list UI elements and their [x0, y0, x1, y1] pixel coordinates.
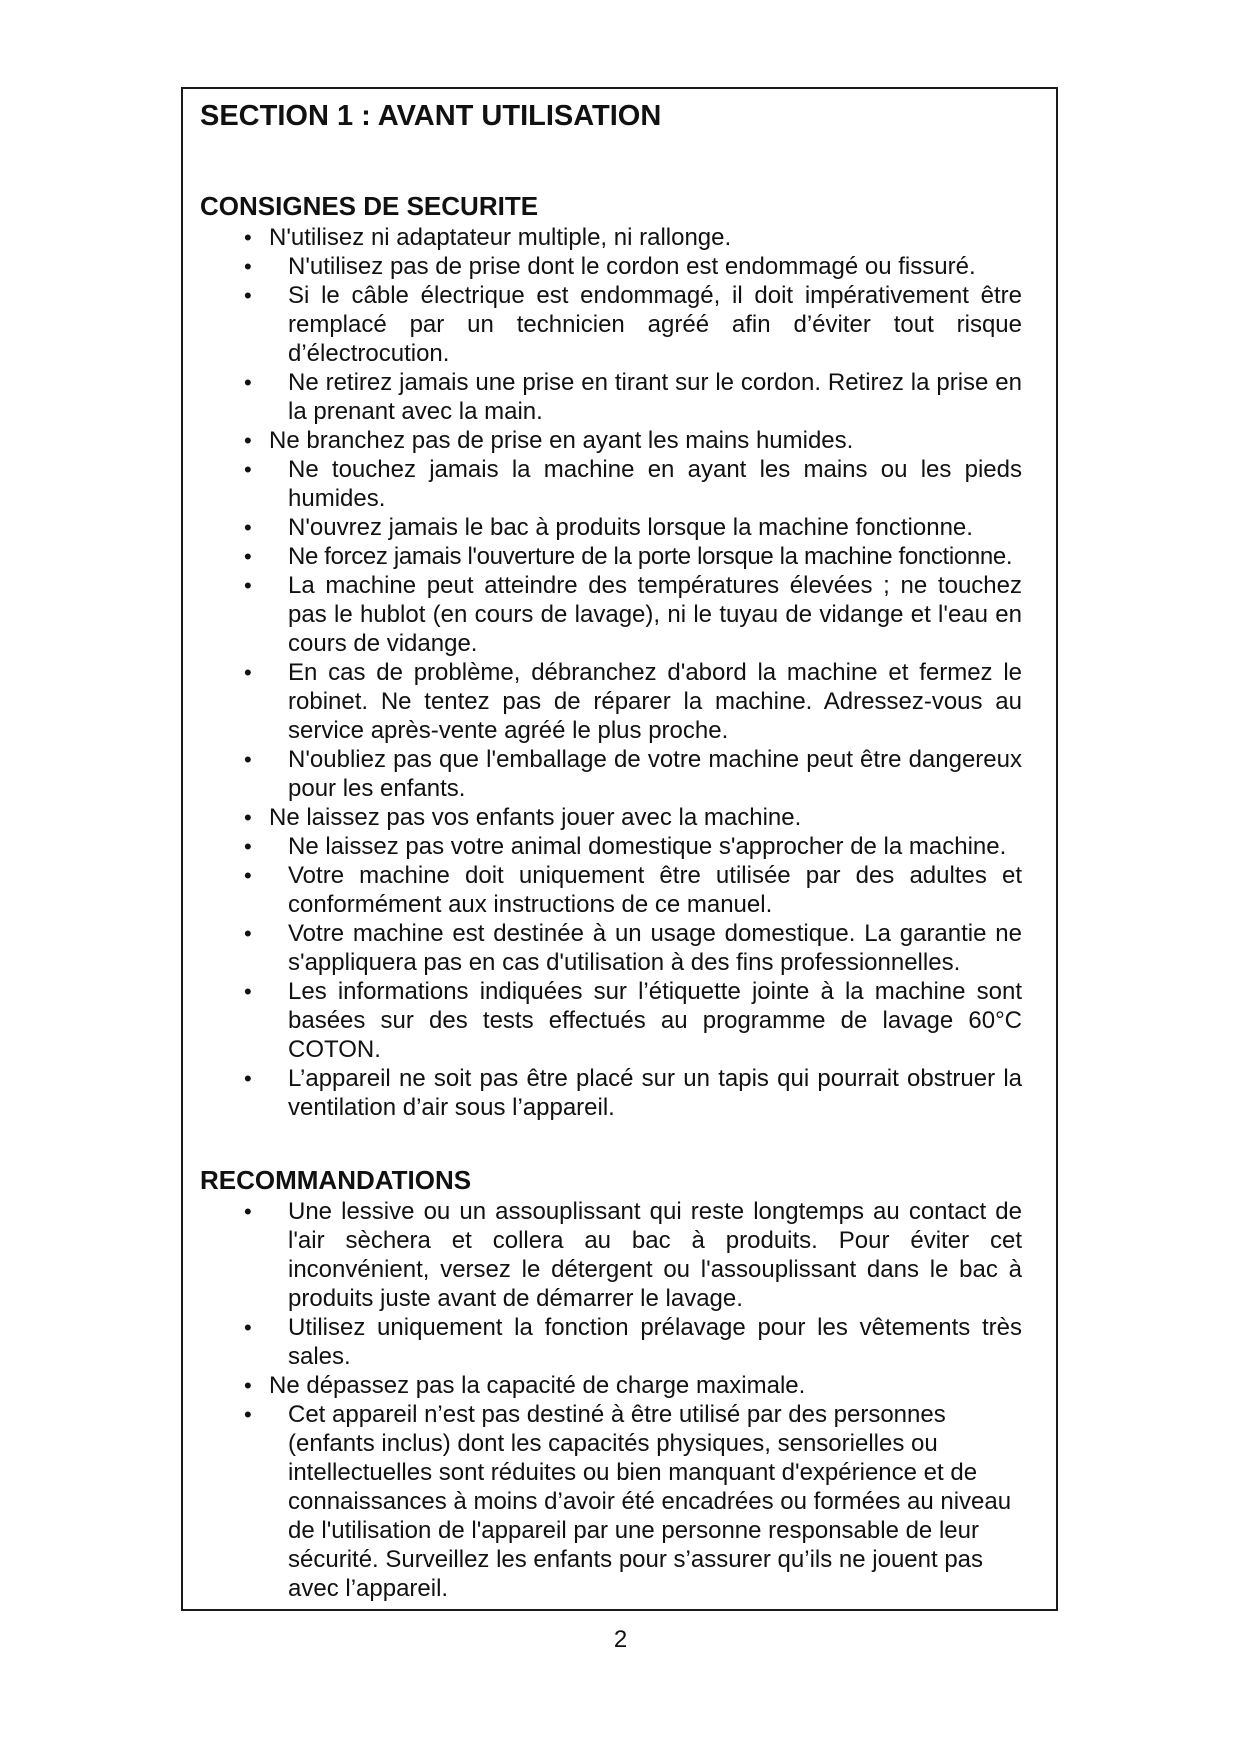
bullet-icon: • [244, 544, 252, 569]
bullet-icon: • [244, 225, 252, 250]
list-item: • N'utilisez pas de prise dont le cordon est endommagé ou fissuré. [244, 253, 976, 280]
list-item: • Ne laissez pas vos enfants jouer avec la machine. [244, 804, 802, 831]
list-item: • Ne touchez jamais la machine en ayant les mains ou les pieds humides. [244, 456, 1022, 512]
bullet-icon: • [244, 747, 252, 772]
bullet-icon: • [244, 515, 252, 540]
bullet-icon: • [244, 457, 252, 482]
list-item: • En cas de problème, débranchez d'abord la machine et fermez le robinet. Ne tentez pas de réparer la machine. Adressez-vous au service après-vente agréé le plus proche. [244, 659, 1022, 744]
bullet-icon: • [244, 428, 252, 453]
page-frame [181, 87, 1058, 1611]
bullet-icon: • [244, 834, 252, 859]
safety-title: CONSIGNES DE SECURITE [200, 191, 539, 221]
bullet-icon: • [244, 573, 252, 598]
recommendations-list [183, 1197, 1056, 1603]
list-item: • Ne forcez jamais l'ouverture de la porte lorsque la machine fonctionne. [244, 543, 1013, 570]
bullet-icon: • [244, 370, 252, 395]
list-item: • Ne laissez pas votre animal domestique s'approcher de la machine. [244, 833, 1007, 860]
list-item: • Si le câble électrique est endommagé, il doit impérativement être remplacé par un technicien agréé afin d’éviter tout risque d’électrocution. [244, 282, 1022, 367]
list-item: • N'utilisez ni adaptateur multiple, ni rallonge. [244, 224, 732, 251]
list-item: • Les informations indiquées sur l’étiquette jointe à la machine sont basées sur des tests effectués au programme de lavage 60°C COTON. [244, 978, 1022, 1063]
list-item: • Une lessive ou un assouplissant qui reste longtemps au contact de l'air sèchera et collera au bac à produits. Pour éviter cet inconvénient, versez le détergent ou l'assouplissant dans le bac à produits juste avant de démarrer le lavage. [244, 1198, 1022, 1312]
bullet-icon: • [244, 1199, 252, 1224]
bullet-icon: • [244, 1373, 252, 1398]
safety-list [183, 223, 1056, 1122]
section-title: SECTION 1 : AVANT UTILISATION [200, 100, 662, 132]
list-item: • L’appareil ne soit pas être placé sur un tapis qui pourrait obstruer la ventilation d’air sous l’appareil. [244, 1065, 1022, 1121]
list-item: • Ne retirez jamais une prise en tirant sur le cordon. Retirez la prise en la prenant avec la main. [244, 369, 1022, 425]
bullet-icon: • [244, 254, 252, 279]
bullet-icon: • [244, 979, 252, 1004]
list-item: • N'ouvrez jamais le bac à produits lorsque la machine fonctionne. [244, 514, 973, 541]
recommendations-title: RECOMMANDATIONS [200, 1165, 472, 1195]
bullet-icon: • [244, 1315, 252, 1340]
list-item: • Cet appareil n’est pas destiné à être utilisé par des personnes (enfants inclus) dont les capacités physiques, sensorielles ou intellectuelles sont réduites ou bien manquant d'expérience et de connaissances à moins d’avoir été encadrées ou formées au niveau de l'utilisation de l'appareil par une personne responsable de leur sécurité. Surveillez les enfants pour s’assurer qu’ils ne jouent pas avec l’appareil. [244, 1401, 1012, 1602]
bullet-icon: • [244, 921, 252, 946]
bullet-icon: • [244, 1402, 252, 1427]
bullet-icon: • [244, 283, 252, 308]
list-item: • Votre machine est destinée à un usage domestique. La garantie ne s'appliquera pas en cas d'utilisation à des fins professionnelles. [244, 920, 1022, 976]
list-item: • La machine peut atteindre des températures élevées ; ne touchez pas le hublot (en cours de lavage), ni le tuyau de vidange et l'eau en cours de vidange. [244, 572, 1022, 657]
bullet-icon: • [244, 660, 252, 685]
list-item: • N'oubliez pas que l'emballage de votre machine peut être dangereux pour les enfants. [244, 746, 1022, 802]
list-item: • Ne dépassez pas la capacité de charge maximale. [244, 1372, 806, 1399]
bullet-icon: • [244, 863, 252, 888]
page-number: 2 [613, 1626, 628, 1653]
list-item: • Utilisez uniquement la fonction prélavage pour les vêtements très sales. [244, 1314, 1022, 1370]
list-item: • Votre machine doit uniquement être utilisée par des adultes et conformément aux instructions de ce manuel. [244, 862, 1022, 918]
list-item: • Ne branchez pas de prise en ayant les mains humides. [244, 427, 854, 454]
bullet-icon: • [244, 1066, 252, 1091]
bullet-icon: • [244, 805, 252, 830]
